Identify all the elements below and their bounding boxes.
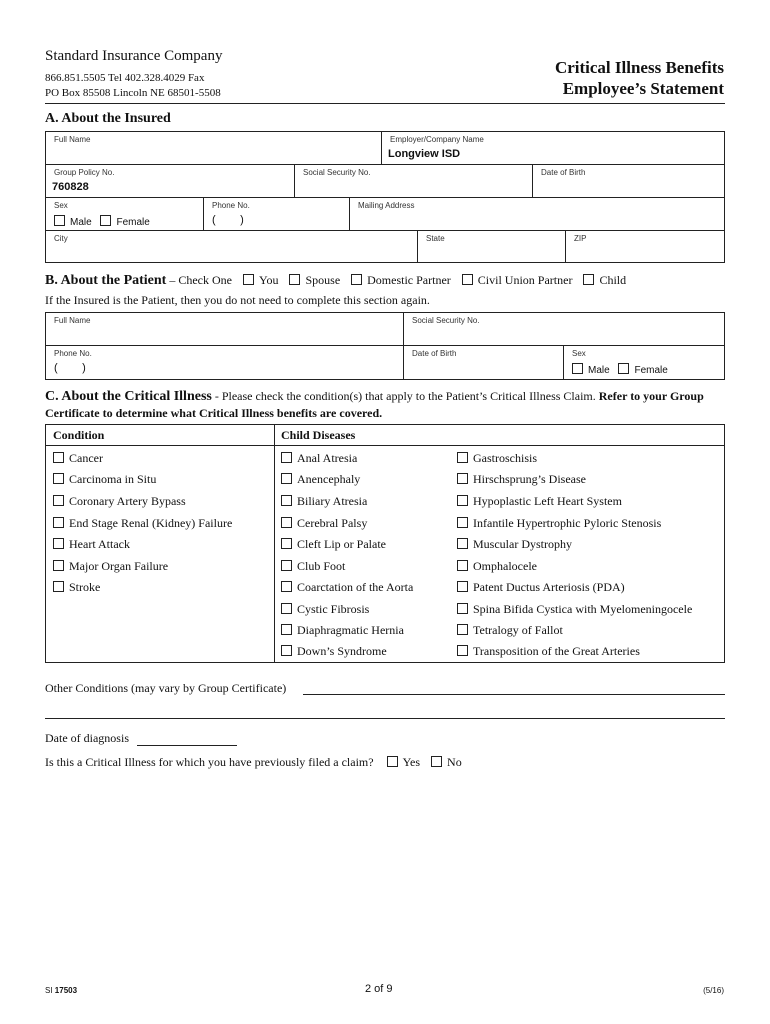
child-disease-label: Coarctation of the Aorta <box>297 580 414 594</box>
child-disease-label: Hirschsprung’s Disease <box>473 472 586 486</box>
date-of-diagnosis-label: Date of diagnosis <box>45 731 129 745</box>
child-disease-label: Club Foot <box>297 559 346 573</box>
date-of-diagnosis-input[interactable] <box>137 731 237 746</box>
patient-male-label: Male <box>588 365 610 376</box>
condition-label: End Stage Renal (Kidney) Failure <box>69 516 233 530</box>
child-disease-checkbox[interactable] <box>281 581 292 592</box>
child-disease-item[interactable] <box>281 623 404 638</box>
conditions-table <box>45 424 725 663</box>
condition-column-header: Condition <box>53 428 105 442</box>
condition-checkbox[interactable] <box>53 452 64 463</box>
child-disease-item[interactable] <box>281 644 387 659</box>
child-disease-label: Hypoplastic Left Heart System <box>473 494 622 508</box>
patient-sex-field <box>564 346 726 379</box>
patient-civil-union-checkbox[interactable] <box>462 274 473 285</box>
previous-claim-no-label: No <box>447 755 462 769</box>
child-disease-label: Anencephaly <box>297 472 361 486</box>
insured-sex-field <box>46 198 204 230</box>
company-address: PO Box 85508 Lincoln NE 68501-5508 <box>45 87 221 99</box>
condition-checkbox[interactable] <box>53 473 64 484</box>
insured-phone-label: Phone No. <box>212 201 250 210</box>
condition-checkbox[interactable] <box>53 560 64 571</box>
insured-female-checkbox[interactable] <box>100 215 111 226</box>
child-disease-item[interactable] <box>281 559 345 574</box>
child-disease-checkbox[interactable] <box>281 538 292 549</box>
child-disease-checkbox[interactable] <box>457 645 468 656</box>
insured-male-checkbox[interactable] <box>54 215 65 226</box>
condition-checkbox[interactable] <box>53 517 64 528</box>
child-disease-item[interactable] <box>457 623 563 638</box>
patient-ssn-label: Social Security No. <box>412 316 480 325</box>
patient-phone-parens: ( ) <box>54 362 86 374</box>
form-number-prefix: SI <box>45 986 53 995</box>
section-a-heading: A. About the Insured <box>45 111 171 126</box>
condition-label: Cancer <box>69 451 103 465</box>
employer-label: Employer/Company Name <box>390 135 484 144</box>
section-c-instructions: - Please check the condition(s) that apply to the Patient’s Critical Illness Claim. <box>211 389 596 403</box>
form-revision: (5/16) <box>703 986 724 995</box>
child-disease-label: Patent Ductus Arteriosis (PDA) <box>473 580 625 594</box>
patient-female-checkbox[interactable] <box>618 363 629 374</box>
other-conditions-label: Other Conditions (may vary by Group Certificate) <box>45 681 287 695</box>
employer-field[interactable] <box>382 132 726 164</box>
patient-full-name-field[interactable] <box>46 313 404 345</box>
previous-claim-no-checkbox[interactable] <box>431 756 442 767</box>
child-disease-checkbox[interactable] <box>281 452 292 463</box>
child-disease-checkbox[interactable] <box>457 624 468 635</box>
child-disease-label: Tetralogy of Fallot <box>473 623 563 637</box>
patient-sex-label: Sex <box>572 349 586 358</box>
patient-full-name-label: Full Name <box>54 316 91 325</box>
condition-item[interactable] <box>53 537 130 552</box>
patient-ssn-field[interactable] <box>404 313 726 345</box>
child-disease-checkbox[interactable] <box>281 645 292 656</box>
insured-male-label: Male <box>70 217 92 228</box>
child-disease-checkbox[interactable] <box>457 581 468 592</box>
previous-claim-question <box>45 755 462 770</box>
insured-state-label: State <box>426 234 445 243</box>
condition-label: Heart Attack <box>69 537 130 551</box>
condition-label: Major Organ Failure <box>69 559 169 573</box>
child-disease-item[interactable] <box>281 580 413 595</box>
child-disease-checkbox[interactable] <box>457 473 468 484</box>
previous-claim-label: Is this a Critical Illness for which you have previously filed a claim? <box>45 755 374 769</box>
patient-child-checkbox[interactable] <box>583 274 594 285</box>
insured-phone-field[interactable] <box>204 198 350 230</box>
section-b-check-one: – Check One <box>166 273 232 287</box>
insured-zip-label: ZIP <box>574 234 587 243</box>
section-a-table <box>45 131 725 263</box>
child-disease-item[interactable] <box>281 494 367 509</box>
child-disease-label: Down’s Syndrome <box>297 644 387 658</box>
patient-male-checkbox[interactable] <box>572 363 583 374</box>
patient-domestic-partner-label: Domestic Partner <box>367 273 451 287</box>
insured-mailing-label: Mailing Address <box>358 201 415 210</box>
child-disease-checkbox[interactable] <box>281 517 292 528</box>
child-disease-checkbox[interactable] <box>281 495 292 506</box>
section-b-heading: B. About the Patient <box>45 273 167 288</box>
child-disease-checkbox[interactable] <box>457 603 468 614</box>
other-conditions-input[interactable] <box>303 680 725 695</box>
header-divider <box>45 103 725 104</box>
child-disease-label: Transposition of the Great Arteries <box>473 644 640 658</box>
child-disease-item[interactable] <box>281 602 369 617</box>
child-disease-item[interactable] <box>457 537 572 552</box>
condition-checkbox[interactable] <box>53 581 64 592</box>
form-number-value: 17503 <box>54 986 78 995</box>
child-disease-label: Cerebral Palsy <box>297 516 368 530</box>
condition-item[interactable] <box>53 472 156 487</box>
condition-item[interactable] <box>53 559 168 574</box>
child-disease-item[interactable] <box>457 559 537 574</box>
child-disease-checkbox[interactable] <box>457 538 468 549</box>
patient-civil-union-label: Civil Union Partner <box>477 273 573 287</box>
condition-checkbox[interactable] <box>53 495 64 506</box>
condition-checkbox[interactable] <box>53 538 64 549</box>
form-number <box>45 986 77 995</box>
insured-full-name-field[interactable] <box>46 132 382 164</box>
condition-item[interactable] <box>53 516 232 531</box>
insured-phone-parens: ( ) <box>212 214 244 226</box>
insured-full-name-label: Full Name <box>54 135 91 144</box>
child-disease-item[interactable] <box>281 537 386 552</box>
child-disease-item[interactable] <box>281 516 367 531</box>
child-disease-label: Muscular Dystrophy <box>473 537 572 551</box>
previous-claim-yes-label: Yes <box>402 755 421 769</box>
employer-value: Longview ISD <box>388 148 461 160</box>
child-disease-label: Infantile Hypertrophic Pyloric Stenosis <box>473 516 662 530</box>
condition-label: Coronary Artery Bypass <box>69 494 186 508</box>
insured-dob-field[interactable] <box>533 165 726 197</box>
child-disease-label: Biliary Atresia <box>297 494 368 508</box>
condition-label: Stroke <box>69 580 101 594</box>
child-disease-item[interactable] <box>457 472 586 487</box>
child-disease-checkbox[interactable] <box>281 624 292 635</box>
form-title-line2: Employee’s Statement <box>562 79 724 98</box>
patient-you-label: You <box>259 273 279 287</box>
insured-ssn-field[interactable] <box>295 165 533 197</box>
patient-you-checkbox[interactable] <box>243 274 254 285</box>
patient-phone-label: Phone No. <box>54 349 92 358</box>
patient-female-label: Female <box>634 365 668 376</box>
child-disease-item[interactable] <box>457 602 692 617</box>
insured-city-field[interactable] <box>46 231 418 262</box>
patient-spouse-checkbox[interactable] <box>289 274 300 285</box>
child-disease-label: Anal Atresia <box>297 451 358 465</box>
company-name: Standard Insurance Company <box>45 48 223 64</box>
insured-city-label: City <box>54 234 68 243</box>
child-disease-checkbox[interactable] <box>281 473 292 484</box>
child-disease-checkbox[interactable] <box>281 603 292 614</box>
child-disease-item[interactable] <box>457 516 661 531</box>
child-disease-label: Cleft Lip or Palate <box>297 537 386 551</box>
child-disease-item[interactable] <box>457 580 625 595</box>
patient-spouse-label: Spouse <box>305 273 341 287</box>
child-disease-label: Cystic Fibrosis <box>297 602 370 616</box>
child-diseases-column-header: Child Diseases <box>281 428 356 442</box>
child-disease-item[interactable] <box>457 494 622 509</box>
child-disease-item[interactable] <box>281 472 360 487</box>
child-disease-label: Spina Bifida Cystica with Myelomeningocele <box>473 602 693 616</box>
group-policy-field[interactable] <box>46 165 295 197</box>
insured-female-label: Female <box>116 217 150 228</box>
child-disease-checkbox[interactable] <box>281 560 292 571</box>
insured-ssn-label: Social Security No. <box>303 168 371 177</box>
condition-item[interactable] <box>53 494 186 509</box>
previous-claim-yes-checkbox[interactable] <box>387 756 398 767</box>
child-disease-item[interactable] <box>457 451 537 466</box>
child-disease-checkbox[interactable] <box>457 452 468 463</box>
company-contact: 866.851.5505 Tel 402.328.4029 Fax <box>45 72 205 84</box>
section-b-note: If the Insured is the Patient, then you do not need to complete this section again. <box>45 293 430 307</box>
child-disease-item[interactable] <box>457 644 640 659</box>
group-policy-label: Group Policy No. <box>54 168 115 177</box>
insured-mailing-field[interactable] <box>350 198 726 230</box>
condition-item[interactable] <box>53 451 103 466</box>
form-title-line1: Critical Illness Benefits <box>554 58 724 77</box>
insured-dob-label: Date of Birth <box>541 168 586 177</box>
group-policy-value: 760828 <box>52 181 89 193</box>
child-disease-label: Omphalocele <box>473 559 537 573</box>
patient-dob-label: Date of Birth <box>412 349 457 358</box>
insured-sex-label: Sex <box>54 201 68 210</box>
page-number: 2 of 9 <box>365 983 393 995</box>
patient-domestic-partner-checkbox[interactable] <box>351 274 362 285</box>
patient-phone-field[interactable] <box>46 346 404 379</box>
child-disease-label: Diaphragmatic Hernia <box>297 623 404 637</box>
child-disease-checkbox[interactable] <box>457 560 468 571</box>
section-b-table <box>45 312 725 380</box>
condition-label: Carcinoma in Situ <box>69 472 157 486</box>
child-disease-label: Gastroschisis <box>473 451 537 465</box>
patient-dob-field[interactable] <box>404 346 564 379</box>
section-c-heading: C. About the Critical Illness <box>45 389 212 404</box>
section-c-intro <box>45 388 725 421</box>
other-conditions-input-line2[interactable] <box>45 704 725 719</box>
section-c-refer-note: Refer to your Group Certificate to determine what Critical Illness benefits are covered. <box>45 389 704 420</box>
child-disease-checkbox[interactable] <box>457 517 468 528</box>
insured-state-field[interactable] <box>418 231 566 262</box>
patient-child-label: Child <box>599 273 627 287</box>
condition-item[interactable] <box>53 580 100 595</box>
section-b-header <box>45 273 626 289</box>
child-disease-checkbox[interactable] <box>457 495 468 506</box>
child-disease-item[interactable] <box>281 451 357 466</box>
insured-zip-field[interactable] <box>566 231 726 262</box>
